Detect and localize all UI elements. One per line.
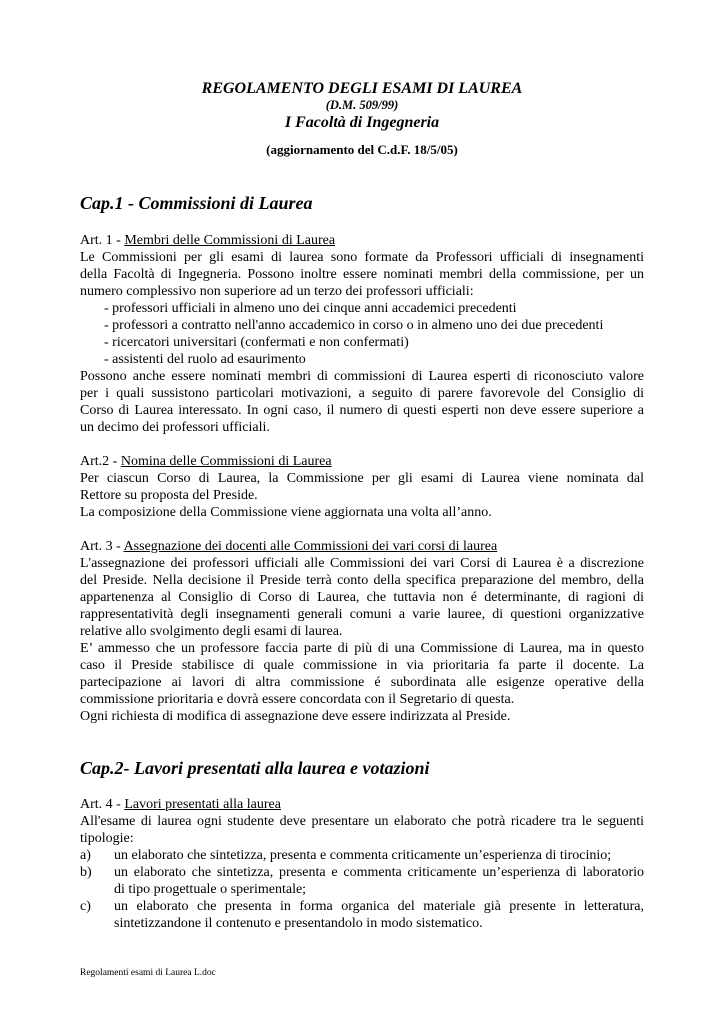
- article-4-paragraph: [80, 813, 644, 847]
- text-line: di tipo progettuale o sperimentale;: [114, 882, 307, 897]
- article-1-heading: [80, 232, 335, 249]
- list-item: - professori a contratto nell'anno accademico in corso o in almeno uno dei due precedenti: [104, 318, 604, 333]
- text-line: un decimo dei professori ufficiali.: [80, 420, 270, 435]
- text-line: del Preside. Nella decisione il Preside terrà conto della specifica preparazione del membro, della: [80, 573, 644, 588]
- article-4-title: Lavori presentati alla laurea: [124, 797, 281, 812]
- update-note: (aggiornamento del C.d.F. 18/5/05): [266, 142, 458, 157]
- article-1-paragraph-1: [80, 249, 644, 300]
- document-title: REGOLAMENTO DEGLI ESAMI DI LAUREA: [201, 80, 523, 97]
- text-line: L'assegnazione dei professori ufficiali alle Commissioni dei vari Corsi di Laurea è a discrezione: [80, 556, 644, 571]
- text-line: della Facoltà di Ingegneria. Possono inoltre essere nominati membri della commissione, per un: [80, 267, 644, 282]
- page-footer: Regolamenti esami di Laurea L.doc: [80, 968, 216, 978]
- article-1-member-list: [104, 300, 603, 368]
- text-line: E’ ammesso che un professore faccia parte di più di una Commissione di Laurea, ma in questo: [80, 641, 644, 656]
- faculty-name: I Facoltà di Ingegneria: [284, 114, 440, 131]
- text-line: tipologie:: [80, 831, 134, 846]
- list-item: - professori ufficiali in almeno uno dei cinque anni accademici precedenti: [104, 301, 517, 316]
- text-line: rappresentatività degli insegnamenti generali comuni a varie lauree, di questioni organizzative: [80, 607, 644, 622]
- article-3-paragraph: [80, 555, 644, 725]
- text-line: appartenenza al Consiglio di Corso di Laurea, che tuttavia non é determinante, di ragioni di: [80, 590, 644, 605]
- article-3-heading: [80, 538, 497, 555]
- list-marker: c): [80, 899, 91, 914]
- article-3-title: Assegnazione dei docenti alle Commissioni dei vari corsi di laurea: [123, 539, 498, 554]
- text-line: numero complessivo non superiore ad un terzo dei professori ufficiali:: [80, 284, 474, 299]
- article-4-typology-list: [80, 847, 644, 932]
- chapter-2-heading: Cap.2- Lavori presentati alla laurea e votazioni: [80, 758, 430, 778]
- text-line: commissione prioritaria e dovrà essere concordata con il Segretario di questa.: [80, 692, 515, 707]
- text-line: un elaborato che sintetizza, presenta e commenta criticamente un’esperienza di laboratorio: [114, 865, 644, 880]
- text-line: Rettore su proposta del Preside.: [80, 488, 258, 503]
- text-line: sintetizzandone il contenuto e presentandolo in modo sistematico.: [114, 916, 483, 931]
- list-item-b: [80, 864, 644, 898]
- list-item: - assistenti del ruolo ad esaurimento: [104, 352, 306, 367]
- article-1-prefix: Art. 1 -: [80, 233, 125, 248]
- text-line: relative allo svolgimento degli esami di laurea.: [80, 624, 343, 639]
- decree-reference: (D.M. 509/99): [325, 98, 399, 112]
- list-marker: b): [80, 865, 92, 880]
- chapter-1-heading: Cap.1 - Commissioni di Laurea: [80, 193, 313, 213]
- list-item-c: [80, 898, 644, 932]
- text-line: La composizione della Commissione viene aggiornata una volta all’anno.: [80, 505, 492, 520]
- list-item-a: [80, 847, 644, 864]
- article-1-title: Membri delle Commissioni di Laurea: [124, 233, 336, 248]
- text-line: All'esame di laurea ogni studente deve presentare un elaborato che potrà ricadere tra le seguenti: [80, 814, 644, 829]
- text-line: caso il Preside stabilisce di quale commissione in via prioritaria fa parte il docente. La: [80, 658, 644, 673]
- text-line: Corso di Laurea interessato. In ogni caso, il numero di questi esperti non deve essere superiore a: [80, 403, 644, 418]
- article-2-heading: [80, 453, 332, 470]
- article-1-paragraph-2: [80, 368, 644, 436]
- list-item: - ricercatori universitari (confermati e non confermati): [104, 335, 409, 350]
- article-2-prefix: Art.2 -: [80, 454, 121, 469]
- text-line: Ogni richiesta di modifica di assegnazione deve essere indirizzata al Preside.: [80, 709, 511, 724]
- article-2-paragraph: [80, 470, 644, 521]
- article-2-title: Nomina delle Commissioni di Laurea: [120, 454, 332, 469]
- text-line: per i quali sussistono particolari motivazioni, a seguito di parere favorevole del Consiglio di: [80, 386, 644, 401]
- text-line: Le Commissioni per gli esami di laurea sono formate da Professori ufficiali di insegnamenti: [80, 250, 644, 265]
- text-line: partecipazione ai lavori di altra commissione é subordinata alle esigenze operative della: [80, 675, 644, 690]
- article-3-prefix: Art. 3 -: [80, 539, 124, 554]
- article-4-heading: [80, 796, 281, 813]
- article-4-prefix: Art. 4 -: [80, 797, 125, 812]
- text-line: un elaborato che presenta in forma organica del materiale già presente in letteratura,: [114, 899, 644, 914]
- text-line: Possono anche essere nominati membri di commissioni di Laurea esperti di riconosciuto valore: [80, 369, 644, 384]
- text-line: un elaborato che sintetizza, presenta e commenta criticamente un’esperienza di tirocinio;: [114, 848, 612, 863]
- text-line: Per ciascun Corso di Laurea, la Commissione per gli esami di Laurea viene nominata dal: [80, 471, 644, 486]
- list-marker: a): [80, 848, 91, 863]
